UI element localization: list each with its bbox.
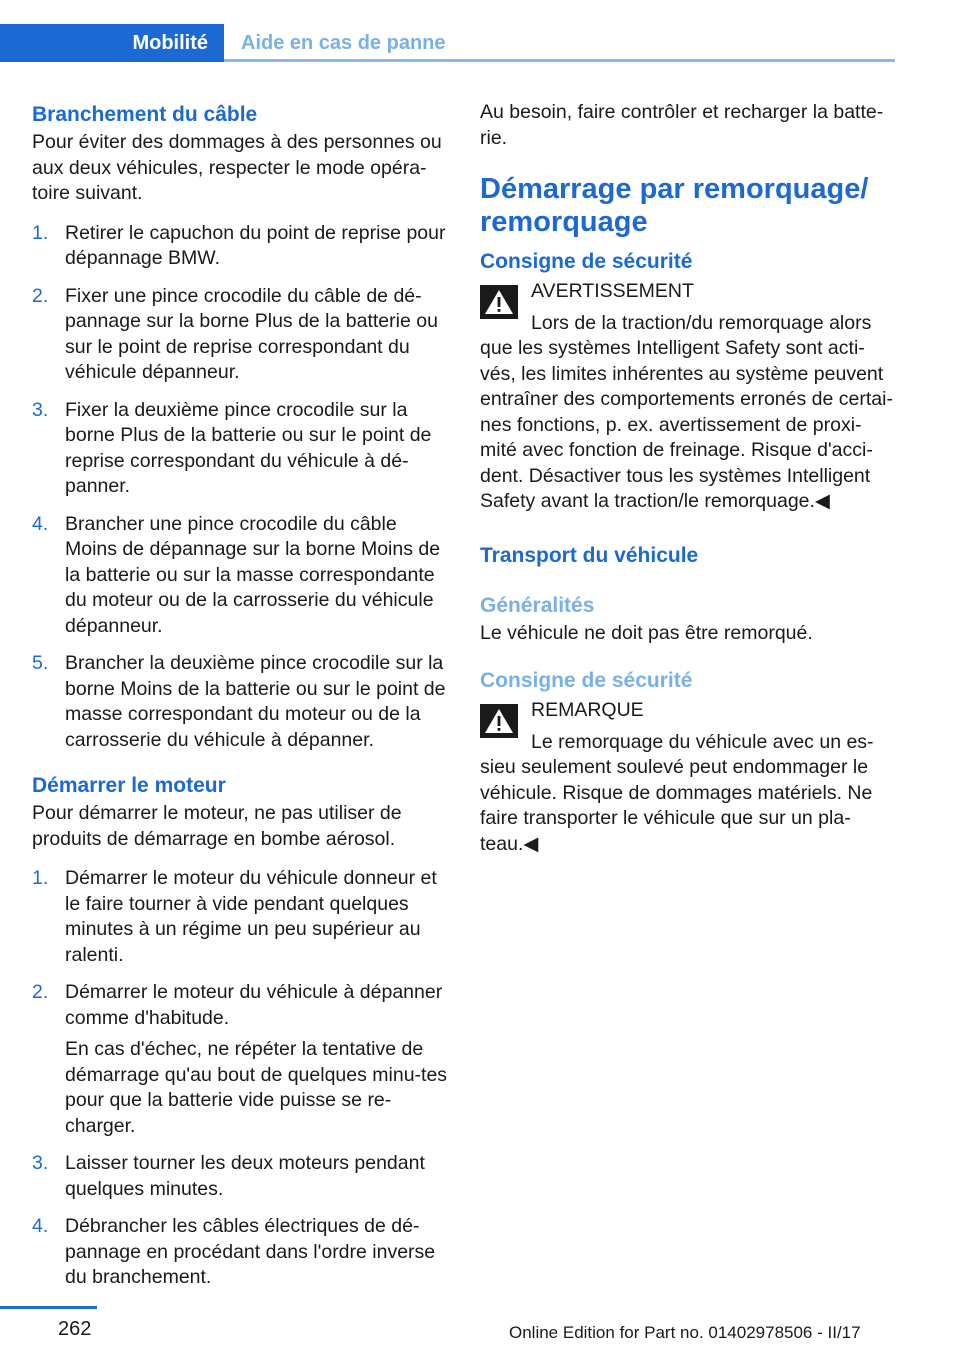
step-number: 1. [32,221,49,244]
heading-branchement: Branchement du câble [32,103,258,126]
page-header [0,24,895,62]
list-item [32,1214,450,1291]
right-column [480,100,898,857]
warning-triangle-icon [480,285,518,319]
notice-label: REMARQUE [531,699,644,721]
list-item [32,980,450,1139]
step-text: Démarrer le moteur du véhicule donneur et le faire tourner à vide pendant quelques minutes à un régime un peu supérieur au ralenti. [65,867,437,966]
warning-block [480,279,898,515]
section-tab: Aide en cas de panne [241,32,446,54]
heading-remorquage: Démarrage par remorquage/ remorquage [480,173,869,238]
notice-block [480,698,898,857]
page-number: 262 [58,1318,92,1340]
step-text: Brancher une pince crocodile du câble Moins de dépannage sur la borne Moins de la batterie ou sur la masse correspondante du moteur ou de la carrosserie du véhicule dépanneur. [65,512,441,637]
step-text: Laisser tourner les deux moteurs pendant quelques minutes. [65,1152,425,1200]
step-number: 3. [32,1152,49,1174]
heading-consigne-1: Consigne de sécurité [480,250,693,273]
left-column [32,100,450,1305]
list-item [32,651,450,753]
step-number: 2. [32,981,49,1003]
list-item [32,512,450,640]
warning-lead: Lors de la traction/du remorquage alors [531,311,872,334]
warning-triangle-icon [480,704,518,738]
chapter-tab: Mobilité [0,24,224,62]
list-item [32,221,450,272]
step-note: En cas d'échec, ne répéter la tentative de démarrage qu'au bout de quelques minu-tes pour que la batterie vide puisse se re-charger. [65,1038,448,1137]
edition-note: Online Edition for Part no. 01402978506 - II/17 [509,1323,861,1342]
demarrer-intro: Pour démarrer le moteur, ne pas utiliser de produits de démarrage en bombe aérosol. [32,802,402,850]
step-text: Brancher la deuxième pince crocodile sur la borne Moins de la batterie ou sur le point de masse correspondant du moteur ou de la carrosserie du véhicule à dépanner. [65,652,446,751]
step-number: 3. [32,398,49,421]
list-item [32,284,450,386]
step-number: 1. [32,867,49,889]
notice-text: sieu seulement soulevé peut endommager le véhicule. Risque de dommages matériels. Ne faire transporter le véhicule que sur un pla-teau.◀ [480,756,873,855]
footer-rule [0,1306,97,1309]
heading-transport: Transport du véhicule [480,543,699,567]
step-text: Fixer la deuxième pince crocodile sur la borne Plus de la batterie ou sur le point de reprise correspondant du véhicule à dé-panner. [65,398,432,497]
notice-lead: Le remorquage du véhicule avec un es- [531,730,874,753]
step-text: Retirer le capuchon du point de reprise pour dépannage BMW. [65,221,446,269]
warning-label: AVERTISSEMENT [531,280,694,302]
list-item [32,866,450,968]
step-number: 5. [32,652,49,674]
heading-generalites: Généralités [480,593,595,617]
branchement-intro: Pour éviter des dommages à des personnes ou aux deux véhicules, respecter le mode opéra-toire suivant. [32,131,442,204]
step-text: Débrancher les câbles électriques de dé-pannage en procédant dans l'ordre inverse du branchement. [65,1215,436,1288]
heading-demarrer: Démarrer le moteur [32,774,226,797]
header-rule [224,59,895,62]
list-item [32,398,450,500]
step-number: 4. [32,512,49,535]
branchement-steps [32,221,450,754]
generalites-text: Le véhicule ne doit pas être remorqué. [480,621,813,644]
list-item [32,1151,450,1202]
heading-consigne-2: Consigne de sécurité [480,669,693,692]
battery-note: Au besoin, faire contrôler et recharger la batte-rie. [480,101,884,149]
step-number: 2. [32,284,49,307]
step-text: Démarrer le moteur du véhicule à dépanner comme d'habitude. [65,981,443,1029]
demarrer-steps [32,866,450,1291]
warning-text: que les systèmes Intelligent Safety sont acti-vés, les limites inhérentes au système peuvent entraîner des comportements erronés de certai-nes fonctions, p. ex. avertissement de proxi-mité avec fonction de freinage. Risque d'acci-dent. Désactiver tous les systèmes Intelligent Safety avant la traction/le remorquage.◀ [480,337,893,512]
step-text: Fixer une pince crocodile du câble de dé-pannage sur la borne Plus de la batterie ou sur le point de reprise correspondant du véhicule dépanneur. [65,284,438,383]
step-number: 4. [32,1215,49,1237]
